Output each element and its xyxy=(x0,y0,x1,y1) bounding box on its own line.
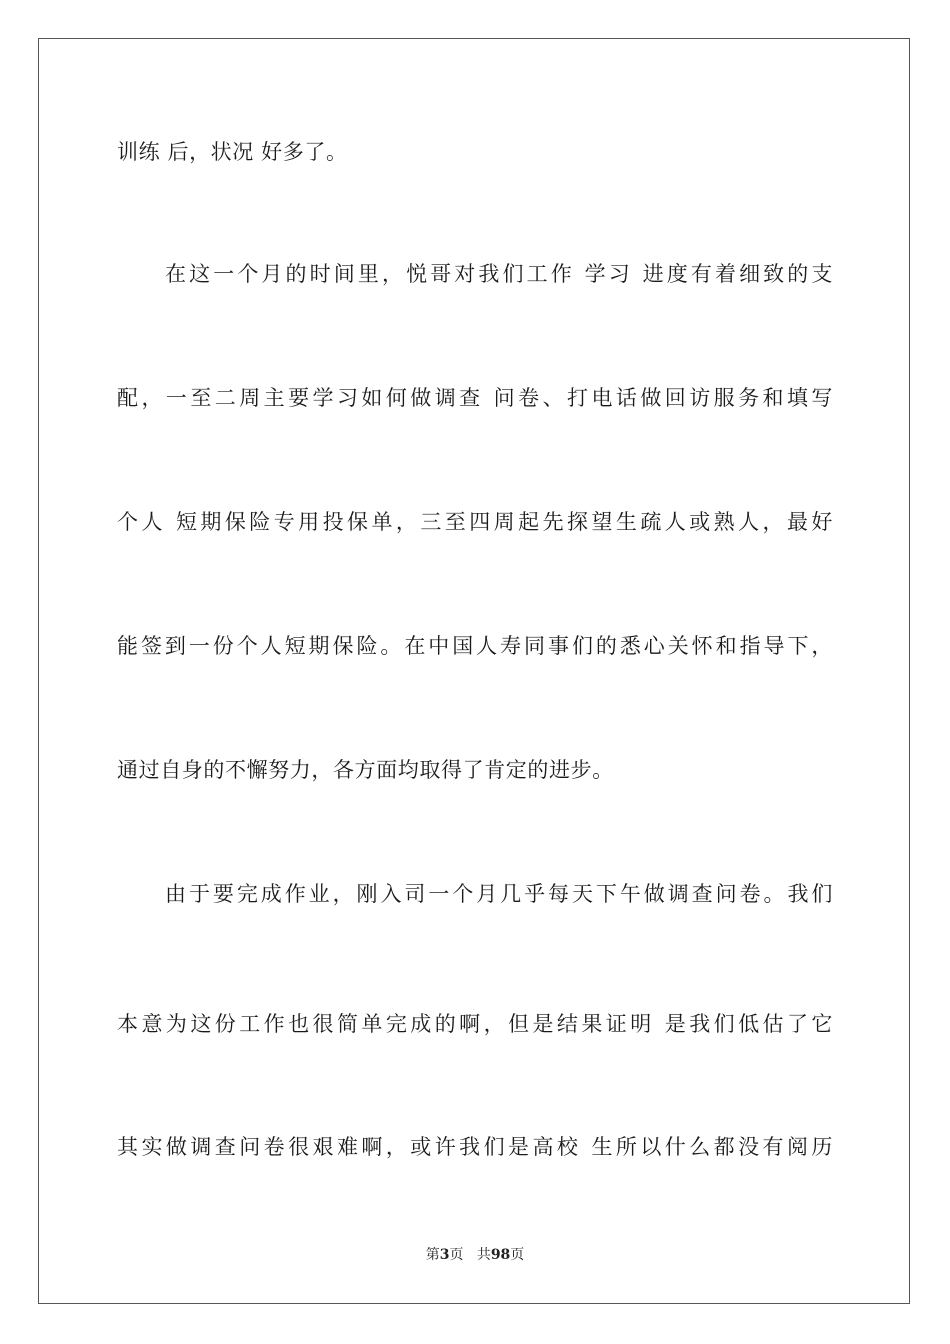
page-prefix: 第 xyxy=(425,1247,440,1263)
page-number: 3 xyxy=(439,1247,450,1263)
text-line-4: 个人 短期保险专用投保单，三至四周起先探望生疏人或熟人，最好 xyxy=(117,510,833,534)
text-line-1: 训练 后，状况 好多了。 xyxy=(117,140,348,164)
page-footer xyxy=(0,1246,950,1264)
total-pages: 98 xyxy=(490,1247,511,1263)
text-line-6: 通过自身的不懈努力，各方面均取得了肯定的进步。 xyxy=(117,758,614,782)
text-line-7: 由于要完成作业，刚入司一个月几乎每天下午做调查问卷。我们 xyxy=(165,882,833,906)
text-line-9: 其实做调查问卷很艰难啊，或许我们是高校 生所以什么都没有阅历 xyxy=(117,1135,833,1159)
text-line-8: 本意为这份工作也很简单完成的啊，但是结果证明 是我们低估了它 xyxy=(117,1012,833,1036)
total-suffix: 页 xyxy=(510,1247,525,1263)
page-suffix: 页 xyxy=(449,1247,464,1263)
total-prefix: 共 xyxy=(476,1247,491,1263)
page-border xyxy=(38,38,910,1304)
text-line-2: 在这一个月的时间里，悦哥对我们工作 学习 进度有着细致的支 xyxy=(165,262,833,286)
text-line-3: 配，一至二周主要学习如何做调查 问卷、打电话做回访服务和填写 xyxy=(117,386,833,410)
text-line-5: 能签到一份个人短期保险。在中国人寿同事们的悉心关怀和指导下， xyxy=(117,634,833,658)
